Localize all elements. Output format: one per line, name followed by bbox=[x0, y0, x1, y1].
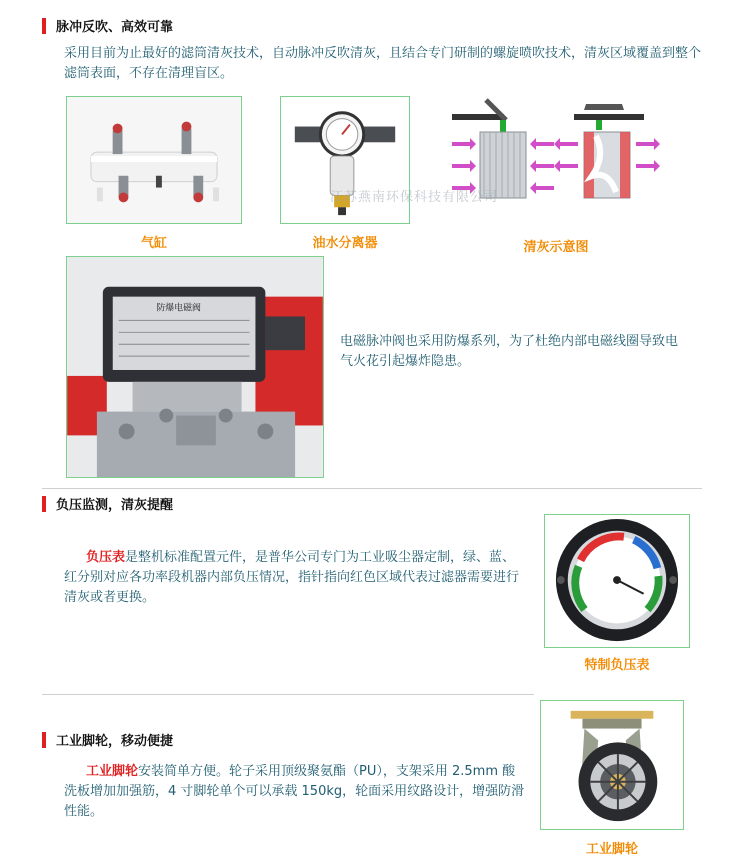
caster-image bbox=[541, 701, 683, 829]
cleaning-diagram-image bbox=[446, 80, 666, 230]
section1-title-text: 脉冲反吹、高效可靠 bbox=[56, 20, 174, 35]
section2-title-text: 负压监测，清灰提醒 bbox=[56, 498, 174, 513]
title-accent-bar bbox=[42, 496, 46, 512]
solenoid-valve-photo bbox=[66, 256, 324, 478]
valve-nameplate-title: 防爆电磁阀 bbox=[156, 303, 201, 314]
section-divider-2 bbox=[42, 694, 534, 695]
diagram-caption: 清灰示意图 bbox=[523, 240, 589, 255]
watermark-text: 江苏燕南环保科技有限公司 bbox=[330, 190, 499, 205]
section3-description-text: 安装简单方便。轮子采用顶级聚氨酯（PU），支架采用 2.5mm 酸洗板增加加强筋，4 寸脚轮单个可以承载 150kg，轮面采用纹路设计，增强防滑性能。 bbox=[64, 764, 525, 819]
section2-title bbox=[42, 494, 173, 513]
caster-caption: 工业脚轮 bbox=[585, 842, 638, 857]
section3-title bbox=[42, 730, 173, 749]
gauge-image bbox=[545, 515, 689, 647]
cleaning-diagram bbox=[446, 80, 666, 230]
separator-caption: 油水分离器 bbox=[312, 236, 378, 251]
cylinder-caption: 气缸 bbox=[140, 236, 167, 251]
section1-description: 采用目前为止最好的滤筒清灰技术，自动脉冲反吹清灰，且结合专门研制的螺旋喷吹技术，清灰区域覆盖到整个滤筒表面，不存在清理盲区。 bbox=[64, 46, 702, 81]
section1-title bbox=[42, 16, 173, 35]
title-accent-bar bbox=[42, 732, 46, 748]
title-accent-bar bbox=[42, 18, 46, 34]
cylinder-image bbox=[67, 97, 241, 223]
gauge-highlight: 负压表 bbox=[86, 550, 126, 565]
section2-description-text: 是整机标准配置元件，是普华公司专门为工业吸尘器定制，绿、蓝、红分别对应各功率段机器内部负压情况，指针指向红色区域代表过滤器需要进行清灰或者更换。 bbox=[64, 550, 520, 605]
section3-title-text: 工业脚轮，移动便捷 bbox=[56, 734, 174, 749]
gauge-caption: 特制负压表 bbox=[584, 658, 650, 673]
caster-highlight: 工业脚轮 bbox=[86, 764, 139, 779]
valve-description: 电磁脉冲阀也采用防爆系列，为了杜绝内部电磁线圈导致电气火花引起爆炸隐患。 bbox=[340, 334, 679, 369]
section3-description bbox=[64, 762, 528, 822]
section2-description bbox=[64, 548, 526, 608]
gauge-photo bbox=[544, 514, 690, 648]
solenoid-valve-image bbox=[67, 257, 323, 477]
cylinder-photo bbox=[66, 96, 242, 224]
caster-photo bbox=[540, 700, 684, 830]
section-divider-1 bbox=[42, 488, 702, 489]
